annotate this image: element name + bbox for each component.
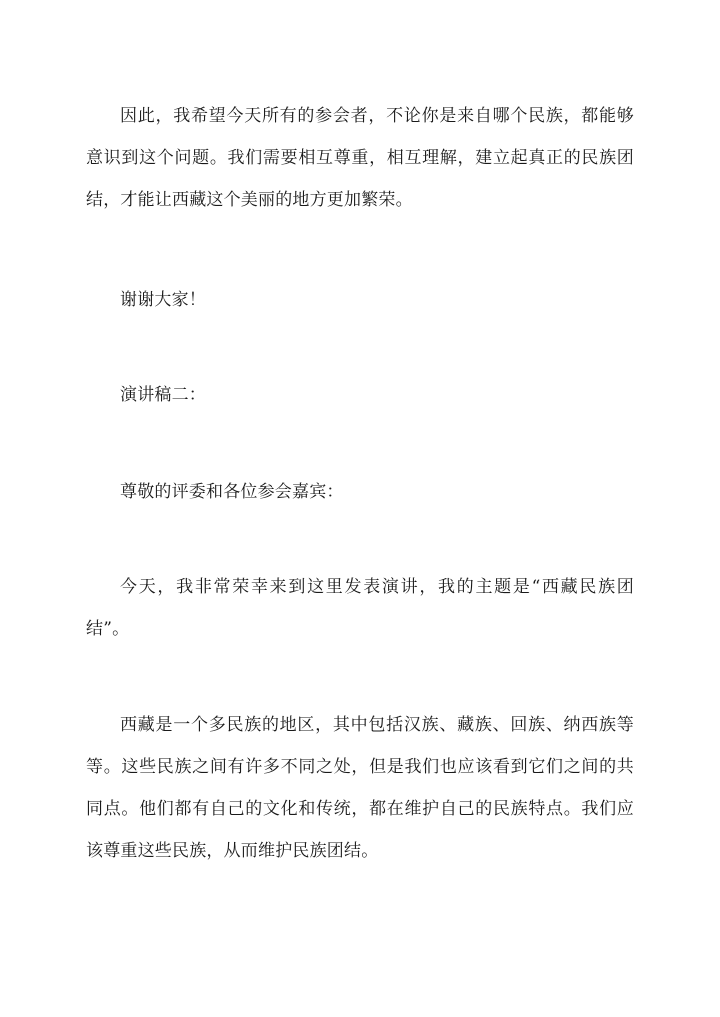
paragraph-salutation: 尊敬的评委和各位参会嘉宾： — [120, 482, 344, 502]
paragraph-conclusion: 因此，我希望今天所有的参会者，不论你是来自哪个民族，都能够意识到这个问题。我们需要相互尊重，相互理解，建立起真正的民族团结，才能让西藏这个美丽的地方更加繁荣。 — [86, 106, 634, 210]
paragraph-introduction: 今天，我非常荣幸来到这里发表演讲，我的主题是“西藏民族团结”。 — [86, 577, 634, 639]
section-heading-speech-two: 演讲稿二： — [120, 385, 206, 405]
paragraph-body: 西藏是一个多民族的地区，其中包括汉族、藏族、回族、纳西族等等。这些民族之间有许多不同之处，但是我们也应该看到它们之间的共同点。他们都有自己的文化和传统，都在维护自己的民族特点。我们应该尊重这些民族，从而维护民族团结。 — [86, 715, 634, 861]
paragraph-thanks: 谢谢大家！ — [120, 290, 206, 310]
